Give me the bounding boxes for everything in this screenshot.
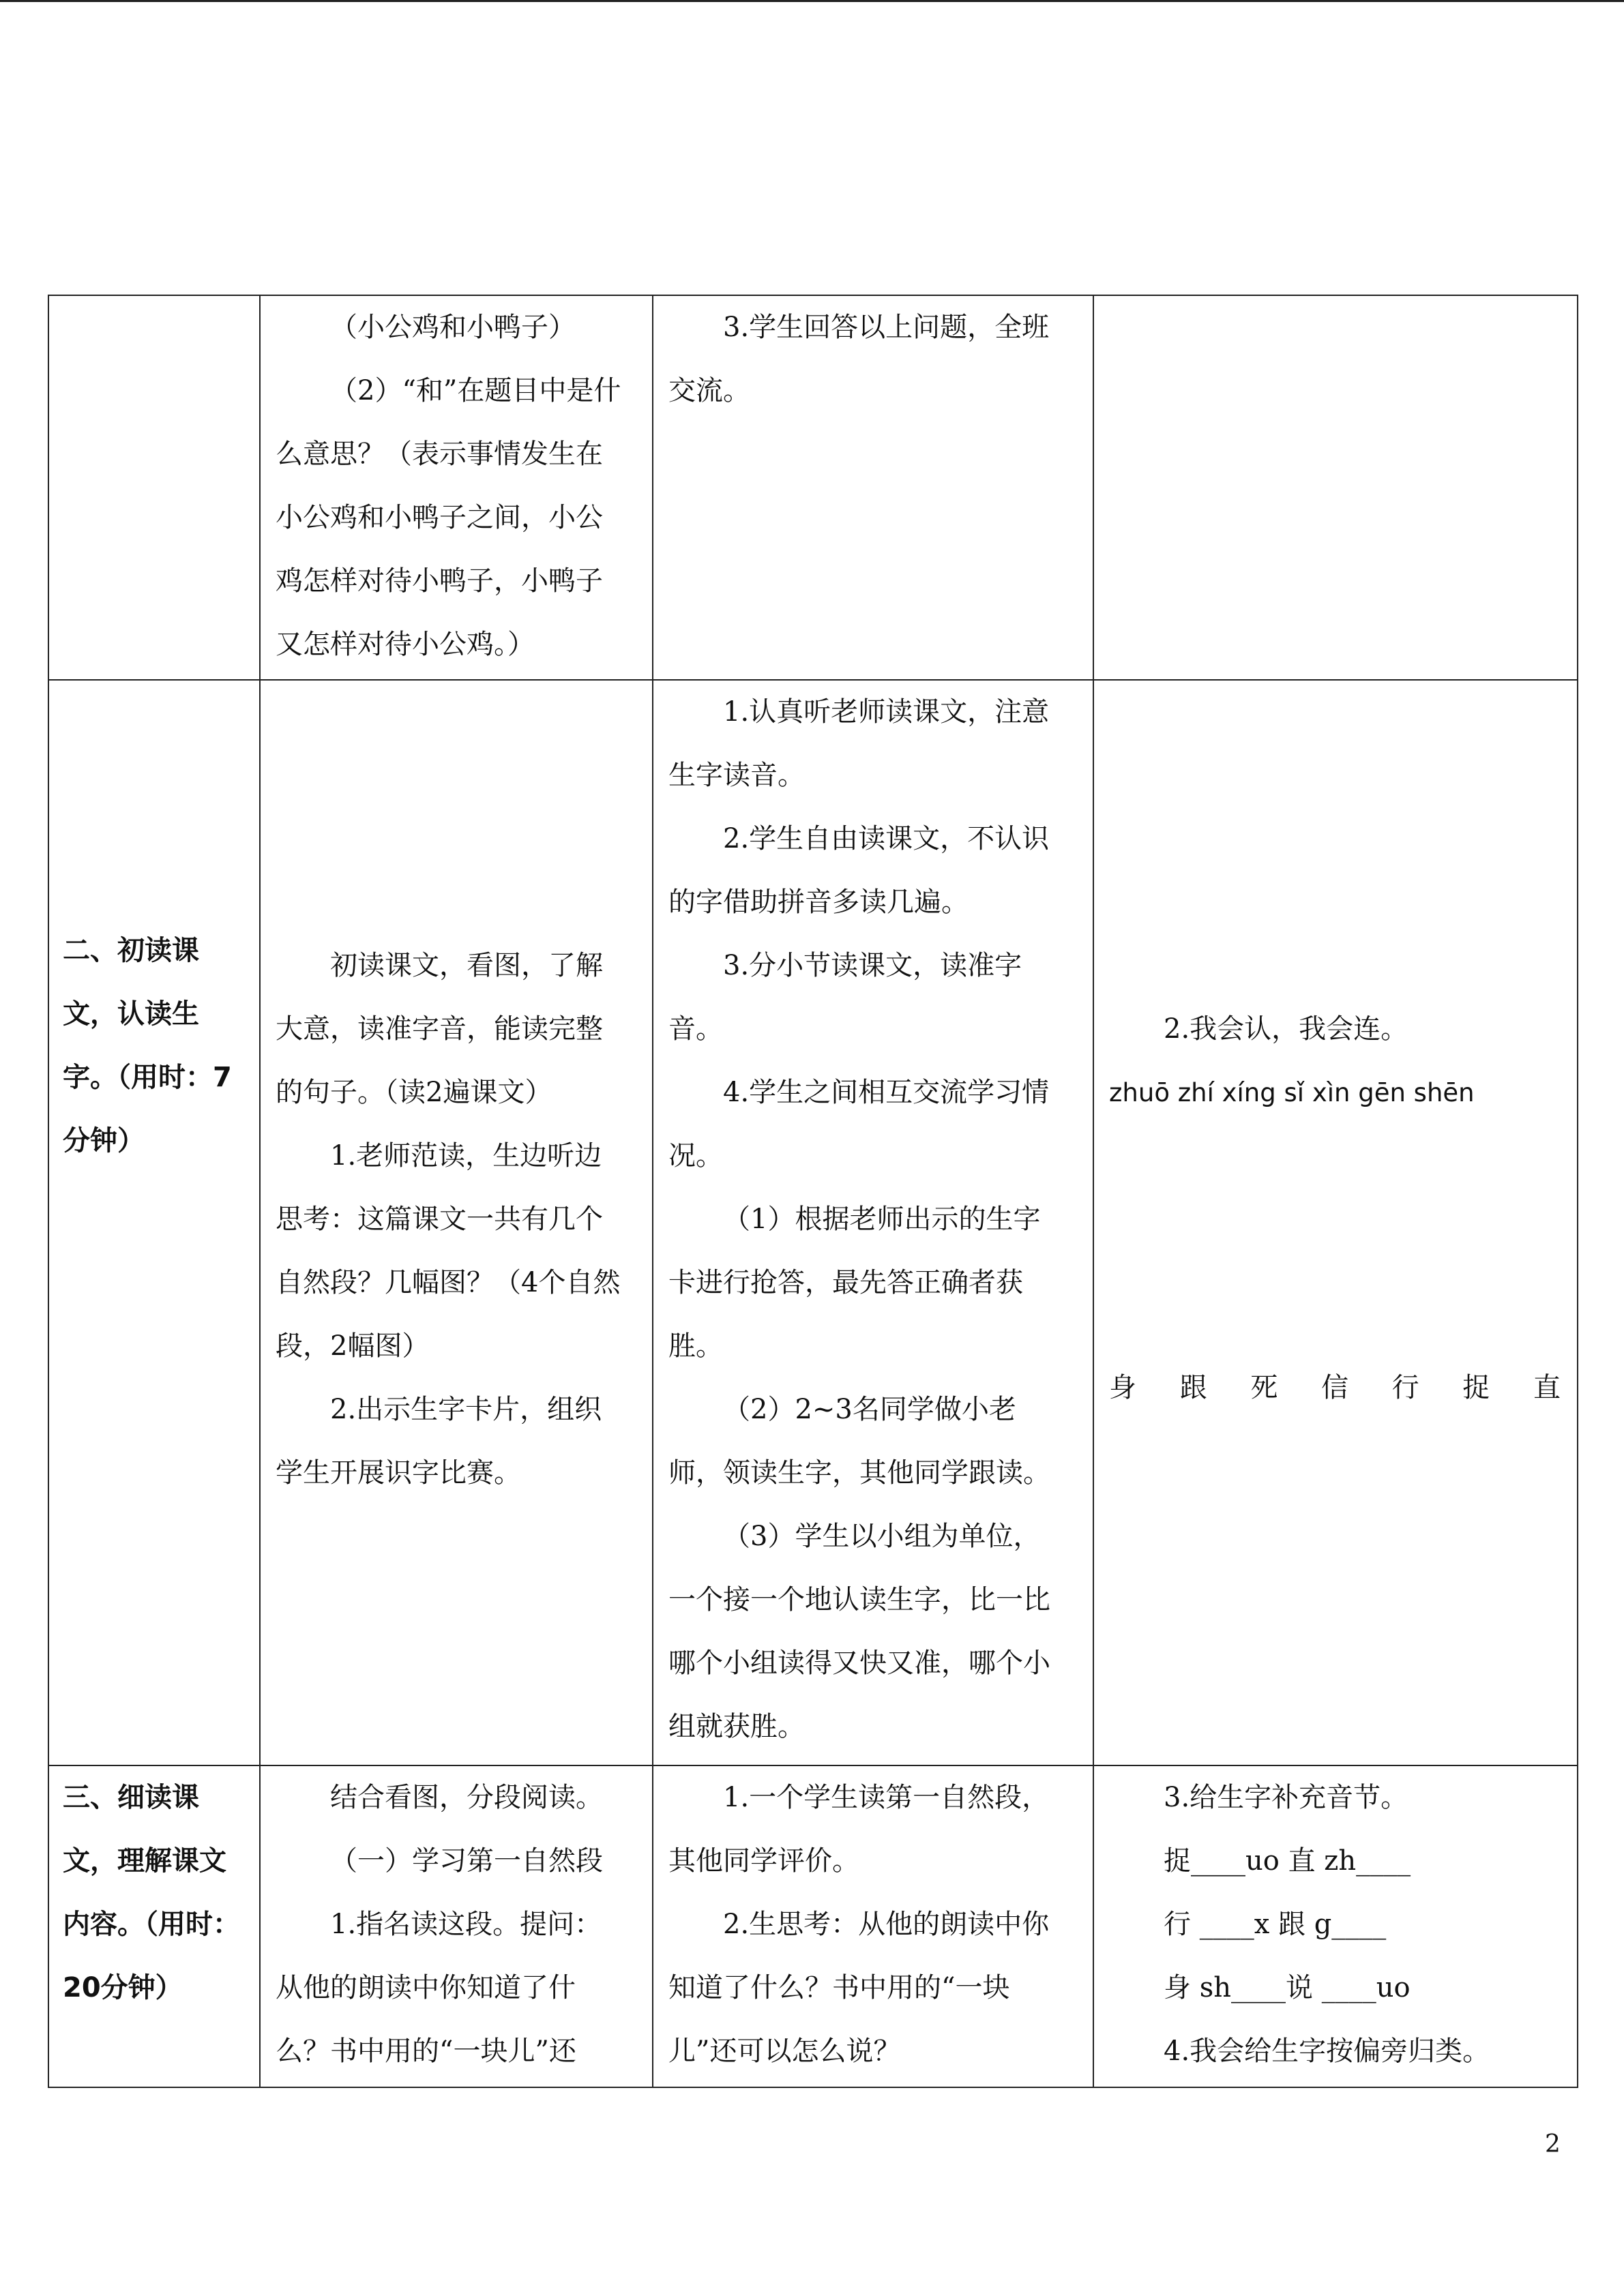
practice-cell	[1093, 295, 1578, 680]
teacher-text: （一）学习第一自然段	[330, 1845, 603, 1877]
student-text: 3.学生回答以上问题，全班交流。	[668, 312, 1050, 406]
lesson-plan-table	[48, 295, 1578, 2088]
teacher-activity-cell	[260, 1765, 653, 2087]
student-activity-cell	[653, 295, 1093, 680]
student-text: （1）根据老师出示的生字卡进行抢答，最先答正确者获胜。	[668, 1204, 1041, 1362]
stage-cell	[48, 295, 260, 680]
practice-text: 行 ____x 跟 g____	[1164, 1909, 1387, 1940]
stage-cell	[48, 1765, 260, 2087]
student-text: 2.学生自由读课文，不认识的字借助拼音多读几遍。	[668, 823, 1050, 918]
table-row-first-reading	[48, 680, 1578, 1765]
practice-title: 2.我会认，我会连。	[1164, 1013, 1408, 1045]
teacher-text: 1.指名读这段。提问：从他的朗读中你知道了什么？书中用的“一块儿”还	[276, 1909, 602, 2067]
character: 死	[1250, 1372, 1278, 1403]
student-text: 1.认真听老师读课文，注意生字读音。	[668, 696, 1050, 791]
student-text: （3）学生以小组为单位，一个接一个地认读生字，比一比哪个小组读得又快又准，哪个小组就获胜。	[668, 1521, 1050, 1742]
student-text: 1.一个学生读第一自然段，其他同学评价。	[668, 1782, 1050, 1877]
stage-cell	[48, 680, 260, 1765]
teacher-text: 结合看图，分段阅读。	[330, 1782, 603, 1813]
character-row	[1109, 1356, 1561, 1420]
student-text: 3.分小节读课文，读准字音。	[668, 950, 1022, 1045]
character: 捉	[1462, 1372, 1490, 1403]
table-row-intro	[48, 295, 1578, 680]
pinyin-line: zhuō zhí xíng sǐ xìn gēn shēn	[1109, 1078, 1475, 1107]
table-row-detailed-reading	[48, 1765, 1578, 2087]
character: 直	[1533, 1372, 1561, 1403]
student-activity-cell	[653, 1765, 1093, 2087]
stage-label: 三、细读课文，理解课文内容。（用时：20分钟）	[63, 1782, 240, 2003]
practice-cell	[1093, 680, 1578, 1765]
teacher-text: 初读课文，看图，了解大意，读准字音，能读完整的句子。（读2遍课文）	[276, 950, 603, 1108]
page-number: 2	[1545, 2130, 1561, 2158]
stage-label: 二、初读课文，认读生字。（用时：7分钟）	[63, 935, 232, 1157]
student-activity-cell	[653, 680, 1093, 1765]
practice-text: 捉____uo 直 zh____	[1164, 1845, 1411, 1877]
teacher-text: （小公鸡和小鸭子）	[330, 312, 576, 343]
student-text: 2.生思考：从他的朗读中你知道了什么？书中用的“一块儿”还可以怎么说？	[668, 1909, 1050, 2067]
student-text: （2）2~3名同学做小老师，领读生字，其他同学跟读。	[668, 1394, 1050, 1489]
character: 信	[1320, 1372, 1348, 1403]
practice-text: 4.我会给生字按偏旁归类。	[1164, 2036, 1490, 2067]
practice-text: 身 sh____说 ____uo	[1164, 1972, 1411, 2003]
character: 行	[1391, 1372, 1419, 1403]
character: 跟	[1179, 1372, 1207, 1403]
teacher-text: （2）“和”在题目中是什么意思？（表示事情发生在小公鸡和小鸭子之间，小公鸡怎样对待小鸭子，小鸭子又怎样对待小公鸡。）	[276, 375, 621, 660]
teacher-text: 1.老师范读，生边听边思考：这篇课文一共有几个自然段？几幅图？（4个自然段，2幅图）	[276, 1140, 621, 1362]
top-border-line	[0, 0, 1624, 2]
teacher-text: 2.出示生字卡片，组织学生开展识字比赛。	[276, 1394, 602, 1489]
student-text: 4.学生之间相互交流学习情况。	[668, 1077, 1050, 1172]
character: 身	[1109, 1372, 1136, 1403]
teacher-activity-cell	[260, 680, 653, 1765]
teacher-activity-cell	[260, 295, 653, 680]
practice-cell	[1093, 1765, 1578, 2087]
practice-text: 3.给生字补充音节。	[1164, 1782, 1408, 1813]
